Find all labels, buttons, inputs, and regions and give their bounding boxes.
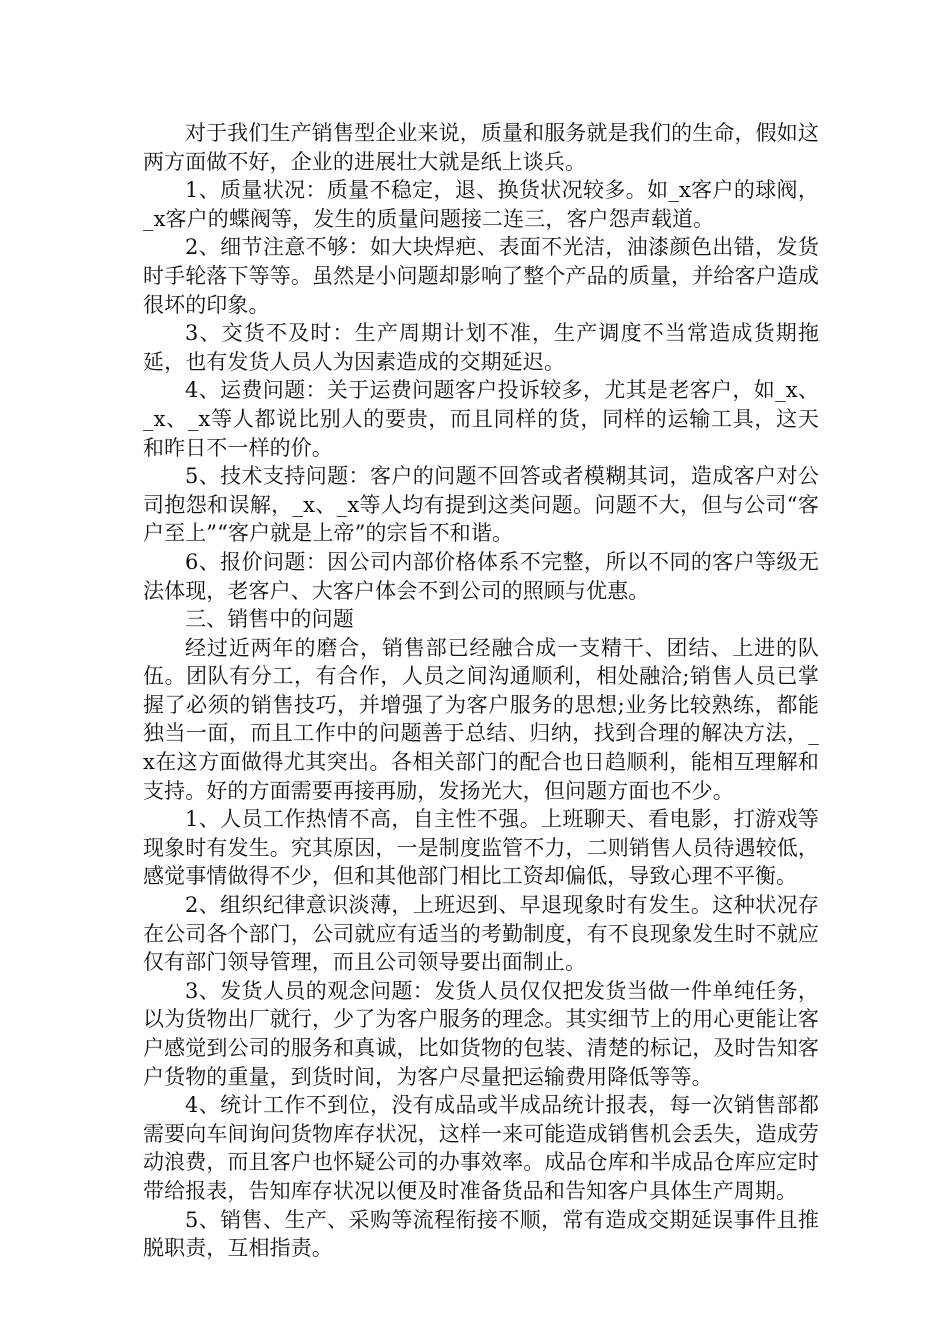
quotation-issue-paragraph: 6、报价问题：因公司内部价格体系不完整，所以不同的客户等级无法体现，老客户、大客户体会不到公司的照顾与优惠。 bbox=[143, 549, 819, 603]
delivery-issue-paragraph: 3、交货不及时：生产周期计划不准，生产调度不当常造成货期拖延，也有发货人员人为因素造成的交期延迟。 bbox=[143, 321, 819, 374]
document-body bbox=[143, 119, 819, 1263]
section-heading: 三、销售中的问题 bbox=[185, 607, 354, 632]
freight-issue-paragraph: 4、运费问题：关于运费问题客户投诉较多，尤其是老客户，如_x、_x、_x等人都说比别人的要贵，而且同样的货，同样的运输工具，这天和昨日不一样的价。 bbox=[143, 378, 819, 460]
intro-paragraph: 对于我们生产销售型企业来说，质量和服务就是我们的生命，假如这两方面做不好，企业的进展壮大就是纸上谈兵。 bbox=[143, 121, 819, 174]
statistics-paragraph: 4、统计工作不到位，没有成品或半成品统计报表，每一次销售部都需要向车间询问货物库存状况，这样一来可能造成销售机会丢失，造成劳动浪费，而且客户也怀疑公司的办事效率。成品仓库和半成品仓库应定时带给报表，告知库存状况以便及时准备货品和告知客户具体生产周期。 bbox=[143, 1093, 819, 1203]
discipline-paragraph: 2、组织纪律意识淡薄，上班迟到、早退现象时有发生。这种状况存在公司各个部门，公司就应有适当的考勤制度，有不良现象发生时不就应仅有部门领导管理，而且公司领导要出面制止。 bbox=[143, 893, 819, 975]
staff-enthusiasm-paragraph: 1、人员工作热情不高，自主性不强。上班聊天、看电影，打游戏等现象时有发生。究其原因，一是制度监管不力，二则销售人员待遇较低，感觉事情做得不少，但和其他部门相比工资却偏低，导致心理不平衡。 bbox=[143, 807, 819, 889]
detail-issue-paragraph: 2、细节注意不够：如大块焊疤、表面不光洁，油漆颜色出错，发货时手轮落下等等。虽然是小问题却影响了整个产品的质量，并给客户造成很坏的印象。 bbox=[143, 235, 819, 317]
sales-team-paragraph: 经过近两年的磨合，销售部已经融合成一支精干、团结、上进的队伍。团队有分工，有合作，人员之间沟通顺利，相处融洽;销售人员已掌握了必须的销售技巧，并增强了为客户服务的思想;业务比较熟练，都能独当一面，而且工作中的问题善于总结、归纳，找到合理的解决方法，_x在这方面做得尤其突出。各相关部门的配合也日趋顺利，能相互理解和支持。好的方面需要再接再励，发扬光大，但问题方面也不少。 bbox=[143, 635, 819, 803]
quality-issue-paragraph: 1、质量状况：质量不稳定，退、换货状况较多。如_x客户的球阀，_x客户的蝶阀等，发生的质量问题接二连三，客户怨声载道。 bbox=[143, 178, 819, 231]
tech-support-issue-paragraph: 5、技术支持问题：客户的问题不回答或者模糊其词，造成客户对公司抱怨和误解，_x、_x等人均有提到这类问题。问题不大，但与公司“客户至上”“客户就是上帝”的宗旨不和谐。 bbox=[143, 464, 819, 546]
shipping-staff-paragraph: 3、发货人员的观念问题：发货人员仅仅把发货当做一件单纯任务，以为货物出厂就行，少了为客户服务的理念。其实细节上的用心更能让客户感觉到公司的服务和真诚，比如货物的包装、清楚的标记，及时告知客户货物的重量，到货时间，为客户尽量把运输费用降低等等。 bbox=[143, 978, 819, 1089]
process-paragraph: 5、销售、生产、采购等流程衔接不顺，常有造成交期延误事件且推脱职责，互相指责。 bbox=[143, 1207, 819, 1261]
